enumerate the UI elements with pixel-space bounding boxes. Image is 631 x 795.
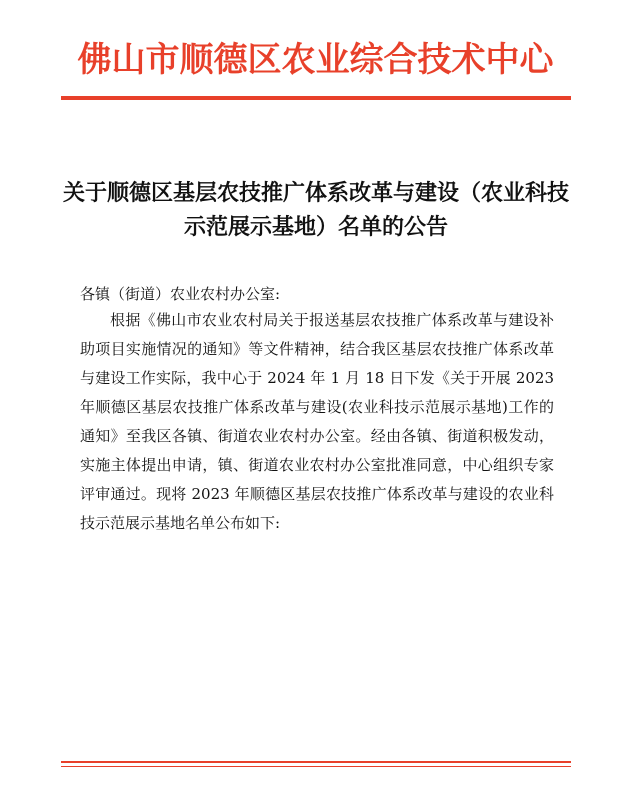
footer-divider-thin — [61, 766, 571, 767]
body-paragraph: 根据《佛山市农业农村局关于报送基层农技推广体系改革与建设补助项目实施情况的通知》等文件精神，结合我区基层农技推广体系改革与建设工作实际，我中心于 2024 年 1 月 18 日下发《关于开展 2023 年顺德区基层农技推广体系改革与建设(农业科技示范展示基地)工作的通知》至我区各镇、街道农业农村办公室。经由各镇、街道积极发动，实施主体提出申请，镇、街道农业农村办公室批准同意，中心组织专家评审通过。现将 2023 年顺德区基层农技推广体系改革与建设的农业科技示范展示基地名单公布如下: — [80, 311, 554, 532]
header-divider — [61, 96, 571, 100]
salutation: 各镇（街道）农业农村办公室: — [80, 285, 281, 303]
document-title: 关于顺德区基层农技推广体系改革与建设（农业科技示范展示基地）名单的公告 — [62, 180, 569, 240]
footer-divider-thick — [61, 761, 571, 763]
org-name-header: 佛山市顺德区农业综合技术中心 — [77, 40, 554, 80]
